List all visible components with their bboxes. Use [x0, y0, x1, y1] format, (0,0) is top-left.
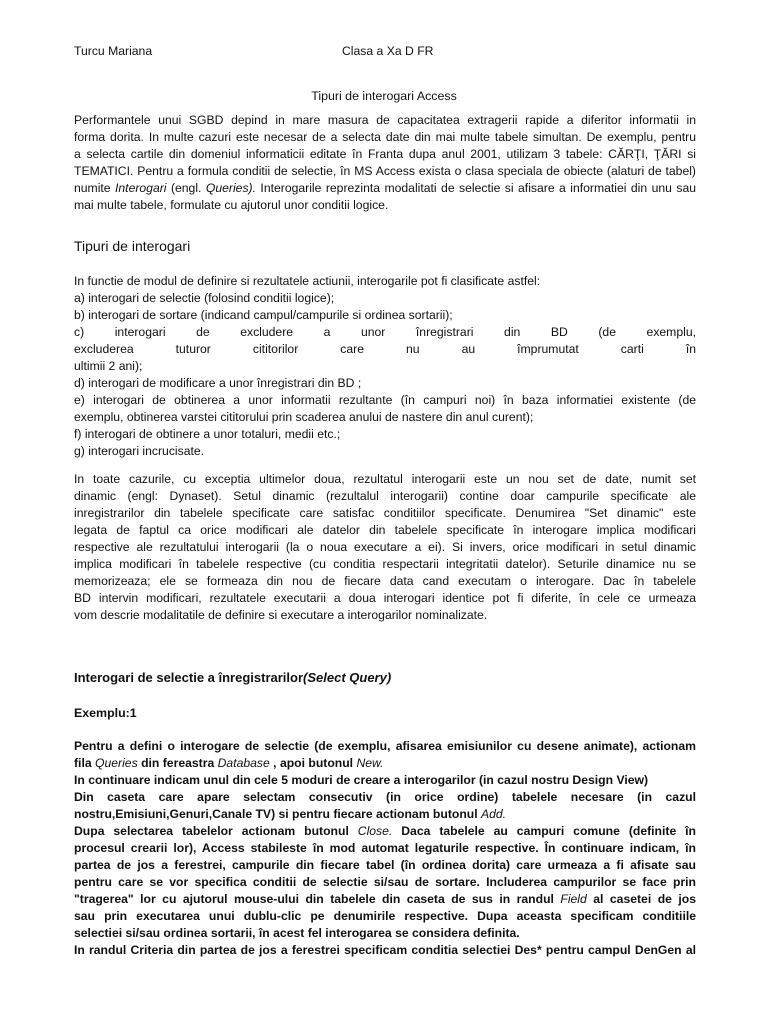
dynaset-paragraph: [74, 471, 696, 624]
list-item: b) interogari de sortare (indicand campul/campurile si ordinea sortarii);: [74, 308, 453, 322]
paragraph-line: legata de faptul ca orice modificari ale datelor din tabelele specificate în interogare implica modificari: [74, 523, 696, 537]
paragraph-line: pentru care se vor specifica conditii de selectie si/sau de sortare. Includerea campurilor se face prin: [74, 875, 696, 889]
list-item: c) interogari de excludere a unor înregistrari din BD (de exemplu,: [74, 325, 696, 339]
intro-line: a selecta cartile din domeniul informaticii editate în Franta dupa anul 2001, utilizam 3 tabele: CĂRŢI, ŢĂRI si: [74, 147, 696, 161]
paragraph-line: Din caseta care apare selectam consecutiv (in orice ordine) tabelele necesare (in cazul: [74, 790, 696, 804]
document-title: Tipuri de interogari Access: [311, 89, 457, 103]
list-item: ultimii 2 ani);: [74, 359, 143, 373]
intro-line: Performantele unui SGBD depind in mare masura de capacitatea extragerii rapide a diferitor informatii in: [74, 113, 696, 127]
list-lead: In functie de modul de definire si rezultatele actiunii, interogarile pot fi clasificate astfel:: [74, 274, 541, 288]
intro-line: mai multe tabele, formulate cu ajutorul unor conditii logice.: [74, 198, 389, 212]
paragraph-line: implica modificari în tabelele respective (cu conditia respectarii integritatii datelor). Seturile dinamice nu se: [74, 557, 696, 571]
class-info: Clasa a Xa D FR: [342, 44, 434, 58]
paragraph-line: respective ale rezultatului interogarii (la o noua executare a ei). Si invers, orice modificari in setul dinamic: [74, 540, 696, 554]
paragraph-line: fila Queries din fereastra Database , apoi butonul New.: [74, 756, 384, 770]
list-item: exemplu, obtinerea varstei cititorului prin scaderea anului de nastere din anul curent);: [74, 410, 534, 424]
paragraph-line: partea de jos a ferestrei, campurile din fiecare tabel (în ordinea dorita) care urmeaza a fi afisate sau: [74, 858, 696, 872]
section-heading-types: Tipuri de interogari: [74, 238, 191, 254]
section-heading-select-query: Interogari de selectie a înregistrarilor(Select Query): [74, 670, 392, 685]
example-label: Exemplu:1: [74, 706, 137, 720]
paragraph-line: vom descrie modalitatile de definire si executare a interogarilor nominalizate.: [74, 608, 488, 622]
list-item: d) interogari de modificare a unor înregistrari din BD ;: [74, 376, 362, 390]
list-item: excluderea tuturor cititorilor care nu au împrumutat carti în: [74, 342, 696, 356]
paragraph-line: Dupa selectarea tabelelor actionam butonul Close. Daca tabelele au campuri comune (definite în: [74, 824, 696, 838]
intro-line: numite Interogari (engl. Queries). Interogarile reprezinta modalitati de selectie si afisare a informatiei din unu sau: [74, 181, 697, 195]
paragraph-line: BD intervin modificari, rezultatele executarii a doua interogari identice pot fi diferite, în cele ce urmeaza: [74, 591, 696, 605]
paragraph-line: memorizeaza; ele se formeaza din nou de fiecare data cand executam o interogare. Dac în tabelele: [74, 574, 696, 588]
intro-paragraph: [74, 112, 696, 214]
paragraph-line: In continuare indicam unul din cele 5 moduri de creare a interogarilor (in cazul nostru Design View): [74, 773, 649, 787]
select-query-body: [74, 738, 696, 959]
paragraph-line: sau prin executarea unui dublu-clic pe denumirile respective. Dupa aceasta specificam conditiile: [74, 909, 696, 923]
paragraph-line: selectiei si/sau ordinea sortarii, în acest fel interogarea se considera definita.: [74, 926, 520, 940]
intro-line: TEMATICI. Pentru a formula conditii de selectie, în MS Access exista o clasa speciala de obiecte (alaturi de tabel): [74, 164, 696, 178]
query-types-list: [74, 273, 696, 460]
list-item: g) interogari incrucisate.: [74, 444, 205, 458]
intro-line: forma dorita. In multe cazuri este necesar de a selecta date din mai multe tabele simultan. De exemplu, pentru: [74, 130, 696, 144]
paragraph-line: procesul crearii lor), Access stabileste în mod automat legaturile respective. În continuare indicam, în: [74, 841, 696, 855]
paragraph-line: Pentru a defini o interogare de selectie (de exemplu, afisarea emisiunilor cu desene animate), actionam: [74, 739, 696, 753]
paragraph-line: dinamic (engl: Dynaset). Setul dinamic (rezultalul interogarii) contine doar campurile specificate ale: [74, 489, 696, 503]
list-item: a) interogari de selectie (folosind conditii logice);: [74, 291, 335, 305]
paragraph-line: In randul Criteria din partea de jos a ferestrei specificam conditia selectiei Des* pentru campul DenGen al: [74, 943, 696, 957]
paragraph-line: nostru,Emisiuni,Genuri,Canale TV) si pentru fiecare actionam butonul Add.: [74, 807, 507, 821]
list-item: e) interogari de obtinerea a unor informatii rezultante (în campuri noi) în baza informatiei existente (de: [74, 393, 696, 407]
list-item: f) interogari de obtinere a unor totaluri, medii etc.;: [74, 427, 341, 441]
paragraph-line: In toate cazurile, cu exceptia ultimelor doua, rezultatul interogarii este un nou set de date, numit set: [74, 472, 696, 486]
author-name: Turcu Mariana: [74, 44, 153, 58]
paragraph-line: inregistrarilor din tabelele specificate care satisfac conditiilor specificate. Denumirea "Set dinamic" este: [74, 506, 696, 520]
paragraph-line: "tragerea" lor cu ajutorul mouse-ului din tabelele din caseta de sus in randul Field al casetei de jos: [74, 892, 696, 906]
